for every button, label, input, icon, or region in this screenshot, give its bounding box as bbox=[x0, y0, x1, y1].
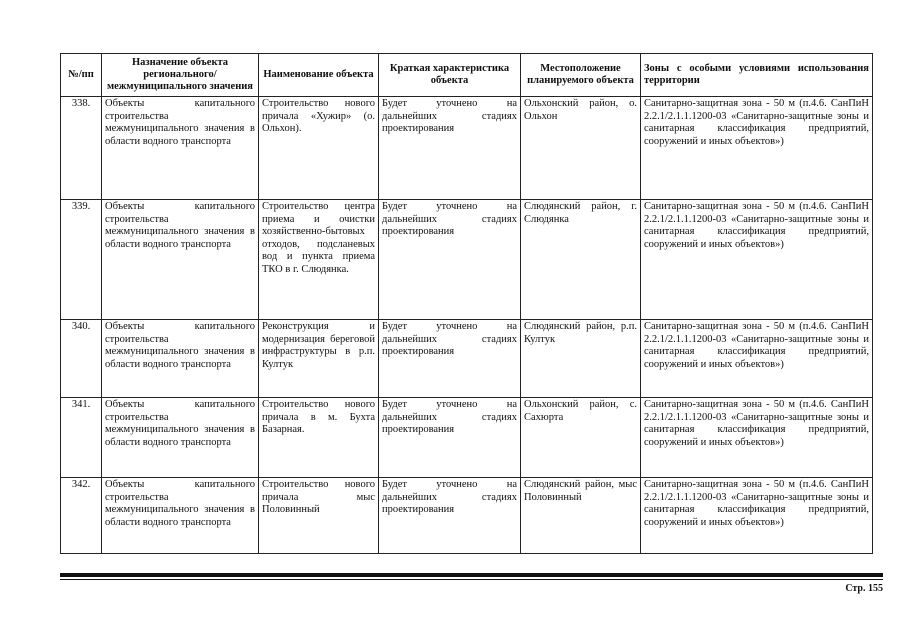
row-characteristic: Будет уточнено на дальнейших стадиях проектирования bbox=[379, 320, 521, 398]
header-name: Наименование объекта bbox=[259, 54, 379, 97]
row-zones: Санитарно-защитная зона - 50 м (п.4.6. СанПиН 2.2.1/2.1.1.1200-03 «Санитарно-защитные зоны и санитарная классификация предприятий, сооружений и иных объектов») bbox=[641, 398, 873, 478]
table-row bbox=[61, 398, 873, 478]
row-purpose: Объекты капитального строительства межмуниципального значения в области водного транспорта bbox=[102, 320, 259, 398]
row-location: Слюдянский район, г. Слюдянка bbox=[521, 200, 641, 320]
row-zones: Санитарно-защитная зона - 50 м (п.4.6. СанПиН 2.2.1/2.1.1.1200-03 «Санитарно-защитные зоны и санитарная классификация предприятий, сооружений и иных объектов») bbox=[641, 97, 873, 200]
row-purpose: Объекты капитального строительства межмуниципального значения в области водного транспорта bbox=[102, 478, 259, 554]
row-object-name: Строительство нового причала в м. Бухта Базарная. bbox=[259, 398, 379, 478]
row-location: Слюдянский район, р.п. Култук bbox=[521, 320, 641, 398]
row-number: 340. bbox=[61, 320, 102, 398]
row-purpose: Объекты капитального строительства межмуниципального значения в области водного транспорта bbox=[102, 97, 259, 200]
row-object-name: Строительство нового причала «Хужир» (о. Ольхон). bbox=[259, 97, 379, 200]
page-number: Стр. 155 bbox=[845, 583, 883, 594]
table-row bbox=[61, 320, 873, 398]
row-characteristic: Будет уточнено на дальнейших стадиях проектирования bbox=[379, 398, 521, 478]
table-row bbox=[61, 200, 873, 320]
row-number: 339. bbox=[61, 200, 102, 320]
row-characteristic: Будет уточнено на дальнейших стадиях проектирования bbox=[379, 478, 521, 554]
header-location: Местоположение планируемого объекта bbox=[521, 54, 641, 97]
row-object-name: Строительство нового причала мыс Половинный bbox=[259, 478, 379, 554]
row-location: Ольхонский район, о. Ольхон bbox=[521, 97, 641, 200]
row-zones: Санитарно-защитная зона - 50 м (п.4.6. СанПиН 2.2.1/2.1.1.1200-03 «Санитарно-защитные зоны и санитарная классификация предприятий, сооружений и иных объектов») bbox=[641, 478, 873, 554]
row-purpose: Объекты капитального строительства межмуниципального значения в области водного транспорта bbox=[102, 398, 259, 478]
row-location: Слюдянский район, мыс Половинный bbox=[521, 478, 641, 554]
row-zones: Санитарно-защитная зона - 50 м (п.4.6. СанПиН 2.2.1/2.1.1.1200-03 «Санитарно-защитные зоны и санитарная классификация предприятий, сооружений и иных объектов») bbox=[641, 200, 873, 320]
footer-rule-thin bbox=[60, 579, 883, 580]
header-characteristic: Краткая характеристика объекта bbox=[379, 54, 521, 97]
header-purpose: Назначение объекта регионального/ межмуниципального значения bbox=[102, 54, 259, 97]
table-header-row bbox=[61, 54, 873, 97]
row-object-name: Строительство центра приема и очистки хозяйственно-бытовых отходов, подсланевых вод и пункта приема ТКО в г. Слюдянка. bbox=[259, 200, 379, 320]
row-characteristic: Будет уточнено на дальнейших стадиях проектирования bbox=[379, 97, 521, 200]
table-row bbox=[61, 97, 873, 200]
row-number: 341. bbox=[61, 398, 102, 478]
table-row bbox=[61, 478, 873, 554]
row-object-name: Реконструкция и модернизация береговой инфраструктуры в р.п. Култук bbox=[259, 320, 379, 398]
row-purpose: Объекты капитального строительства межмуниципального значения в области водного транспорта bbox=[102, 200, 259, 320]
row-zones: Санитарно-защитная зона - 50 м (п.4.6. СанПиН 2.2.1/2.1.1.1200-03 «Санитарно-защитные зоны и санитарная классификация предприятий, сооружений и иных объектов») bbox=[641, 320, 873, 398]
header-num: №/пп bbox=[61, 54, 102, 97]
row-location: Ольхонский район, с. Сахюрта bbox=[521, 398, 641, 478]
footer-rule-thick bbox=[60, 573, 883, 577]
row-characteristic: Будет уточнено на дальнейших стадиях проектирования bbox=[379, 200, 521, 320]
row-number: 338. bbox=[61, 97, 102, 200]
header-zones: Зоны с особыми условиями использования территории bbox=[641, 54, 873, 97]
objects-table bbox=[60, 53, 873, 554]
row-number: 342. bbox=[61, 478, 102, 554]
